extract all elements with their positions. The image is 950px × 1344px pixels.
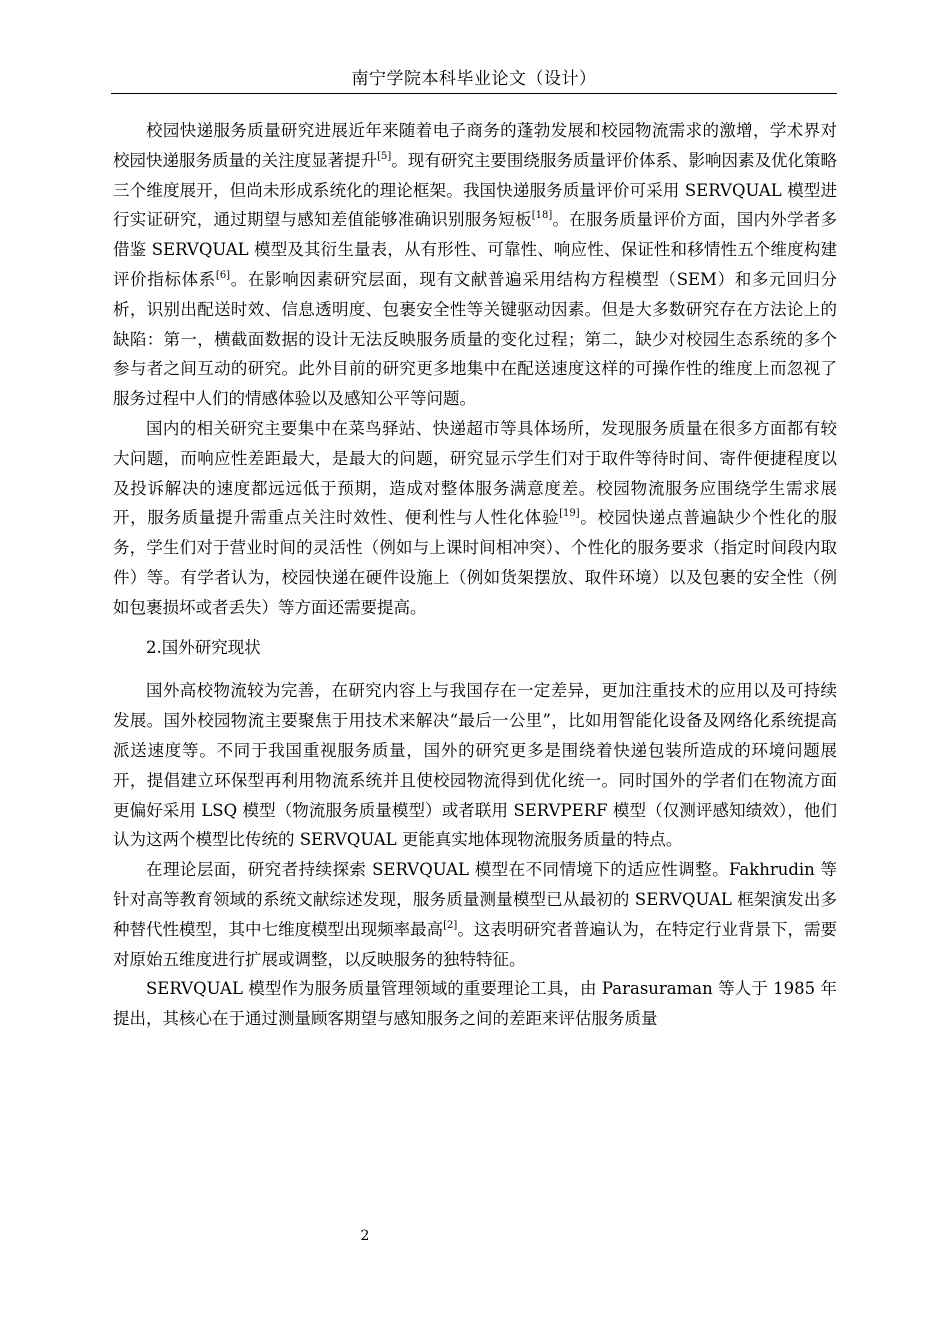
text-segment: 校园快递服务质量研究进展近年来随着电子商务的蓬勃发展和校园物流需求的激增，学术界对校园快递服务质量的关注度显著提升	[113, 121, 837, 170]
running-header: 南宁学院本科毕业论文（设计）	[351, 69, 597, 89]
text-segment: 。在服务质量评价方面，国内外学者多借鉴 SERVQUAL 模型及其衍生量表，从有形性、可靠性、响应性、保证性和移情性五个维度构建评价指标体系	[113, 210, 838, 289]
paragraph	[113, 974, 837, 1034]
citation-marker: [19]	[559, 508, 580, 520]
text-segment: 。在影响因素研究层面，现有文献普遍采用结构方程模型（SEM）和多元回归分析，识别出配送时效、信息透明度、包裹安全性等关键驱动因素。但是大多数研究存在方法论上的缺陷：第一，横截面数据的设计无法反映服务质量的变化过程；第二，缺少对校园生态系统的多个参与者之间互动的研究。此外目前的研究更多地集中在配送速度这样的可操作性的维度上而忽视了服务过程中人们的情感体验以及感知公平等问题。	[113, 269, 838, 409]
paragraph	[113, 116, 837, 414]
body-text	[113, 116, 837, 1034]
header-rule	[111, 93, 837, 94]
paragraph	[113, 855, 837, 974]
citation-marker: [5]	[377, 150, 392, 162]
text-segment: 。现有研究主要围绕服务质量评价体系、影响因素及优化策略三个维度展开，但尚未形成系统化的理论框架。我国快递服务质量评价可采用 SERVQUAL 模型进行实证研究，通过期望与感知差值能够准确识别服务短板	[113, 150, 838, 230]
text-segment: 国外高校物流较为完善，在研究内容上与我国存在一定差异，更加注重技术的应用以及可持续发展。国外校园物流主要聚焦于用技术来解决“最后一公里”，比如用智能化设备及网络化系统提高派送速度等。不同于我国重视服务质量，国外的研究更多是围绕着快递包装所造成的环境问题展开，提倡建立环保型再利用物流系统并且使校园物流得到优化统一。同时国外的学者们在物流方面更偏好采用 LSQ 模型（物流服务质量模型）或者联用 SERVPERF 模型（仅测评感知绩效），他们认为这两个模型比传统的 SERVQUAL 更能真实地体现物流服务质量的特点。	[113, 681, 837, 850]
section-heading	[113, 633, 837, 663]
citation-marker: [18]	[531, 210, 553, 222]
citation-marker: [2]	[443, 919, 458, 931]
text-segment: 。这表明研究者普遍认为，在特定行业背景下，需要对原始五维度进行扩展或调整，以反映服务的独特特征。	[113, 919, 838, 969]
paragraph	[113, 414, 837, 623]
text-segment: SERVQUAL 模型作为服务质量管理领域的重要理论工具，由 Parasuraman 等人于 1985 年提出，其核心在于通过测量顾客期望与感知服务之间的差距来评估服务质量	[113, 979, 837, 1029]
text-segment: 。校园快递点普遍缺少个性化的服务，学生们对于营业时间的灵活性（例如与上课时间相冲突）、个性化的服务要求（指定时间段内取件）等。有学者认为，校园快递在硬件设施上（例如货架摆放、取件环境）以及包裹的安全性（例如包裹损坏或者丢失）等方面还需要提高。	[113, 508, 838, 617]
text-segment: 在理论层面，研究者持续探索 SERVQUAL 模型在不同情境下的适应性调整。Fakhrudin 等针对高等教育领域的系统文献综述发现，服务质量测量模型已从最初的 SERVQUAL 框架演发出多种替代性模型，其中七维度模型出现频率最高	[113, 860, 837, 939]
text-segment: 国内的相关研究主要集中在菜鸟驿站、快递超市等具体场所，发现服务质量在很多方面都有较大问题，而响应性差距最大，是最大的问题，研究显示学生们对于取件等待时间、寄件便捷程度以及投诉解决的速度都远远低于预期，造成对整体服务满意度差。校园物流服务应围绕学生需求展开，服务质量提升需重点关注时效性、便利性与人性化体验	[113, 418, 837, 528]
text-segment: 2.国外研究现状	[146, 637, 261, 657]
citation-marker: [6]	[215, 269, 231, 281]
paragraph	[113, 676, 837, 855]
page-number: 2	[360, 1228, 370, 1244]
